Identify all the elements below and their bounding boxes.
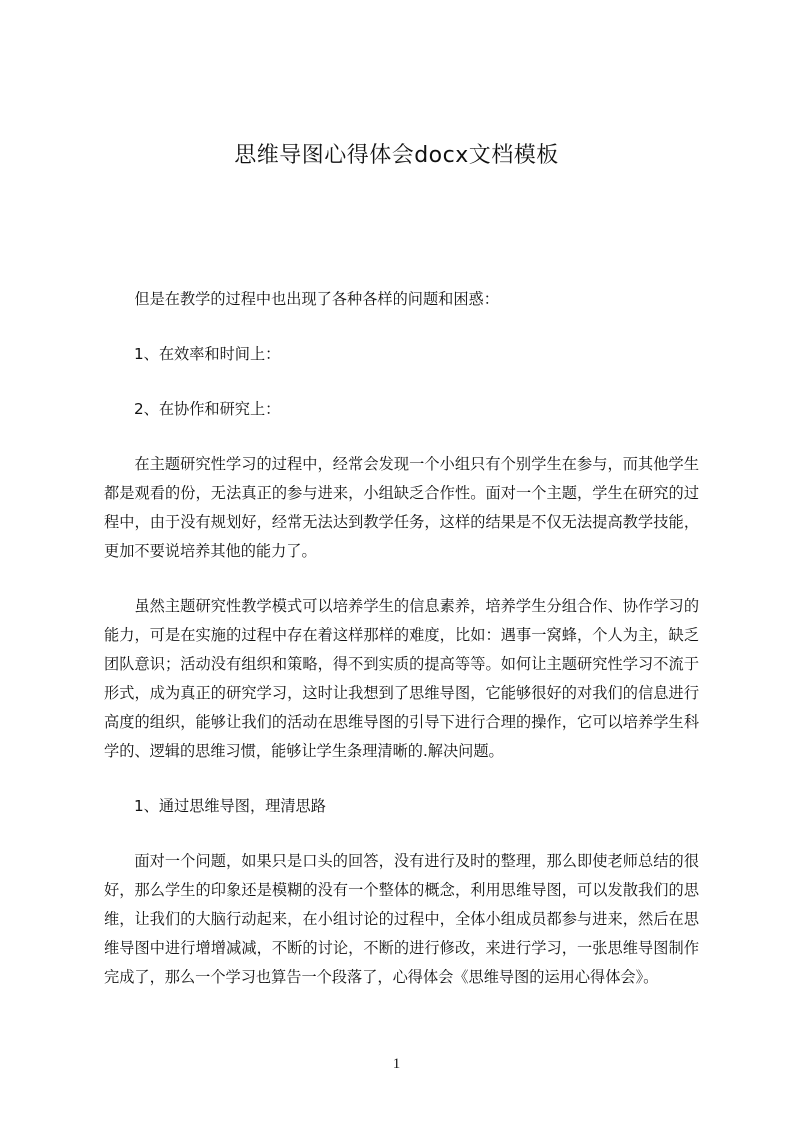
document-title: 思维导图心得体会docx文档模板 bbox=[234, 143, 559, 168]
paragraph-list-clarify: 1、通过思维导图，理清思路 bbox=[134, 797, 326, 815]
paragraph-spacer bbox=[104, 314, 699, 340]
document-body bbox=[104, 285, 699, 992]
paragraph-spacer bbox=[104, 566, 699, 592]
paragraph-research-issue: 在主题研究性学习的过程中，经常会发现一个小组只有个别学生在参与，而其他学生都是观看的份，无法真正的参与进来，小组缺乏合作性。面对一个主题，学生在研究的过程中，由于没有规划好，经常无法达到教学任务，这样的结果是不仅无法提高教学技能，更加不要说培养其他的能力了。 bbox=[104, 455, 699, 560]
paragraph-problem-solving: 面对一个问题，如果只是口头的回答，没有进行及时的整理，那么即使老师总结的很好，那么学生的印象还是模糊的没有一个整体的概念，利用思维导图，可以发散我们的思维，让我们的大脑行动起来，在小组讨论的过程中，全体小组成员都参与进来，然后在思维导图中进行增增减减，不断的讨论，不断的进行修改，来进行学习，一张思维导图制作完成了，那么一个学习也算告一个段落了，心得体会《思维导图的运用心得体会》。 bbox=[104, 852, 699, 986]
page-number: 1 bbox=[392, 1056, 401, 1072]
paragraph-mindmap-benefit: 虽然主题研究性教学模式可以培养学生的信息素养，培养学生分组合作、协作学习的能力，可是在实施的过程中存在着这样那样的难度，比如：遇事一窝蜂，个人为主，缺乏团队意识；活动没有组织和策略，得不到实质的提高等等。如何让主题研究性学习不流于形式，成为真正的研究学习，这时让我想到了思维导图，它能够很好的对我们的信息进行高度的组织，能够让我们的活动在思维导图的引导下进行合理的操作，它可以培养学生科学的、逻辑的思维习惯，能够让学生条理清晰的.解决问题。 bbox=[104, 597, 699, 760]
paragraph-spacer bbox=[104, 766, 699, 792]
paragraph-spacer bbox=[104, 369, 699, 395]
paragraph-list-efficiency: 1、在效率和时间上： bbox=[134, 345, 281, 363]
paragraph-intro: 但是在教学的过程中也出现了各种各样的问题和困惑： bbox=[134, 290, 499, 308]
paragraph-spacer bbox=[104, 424, 699, 450]
paragraph-list-collaboration: 2、在协作和研究上： bbox=[134, 400, 281, 418]
paragraph-spacer bbox=[104, 821, 699, 847]
